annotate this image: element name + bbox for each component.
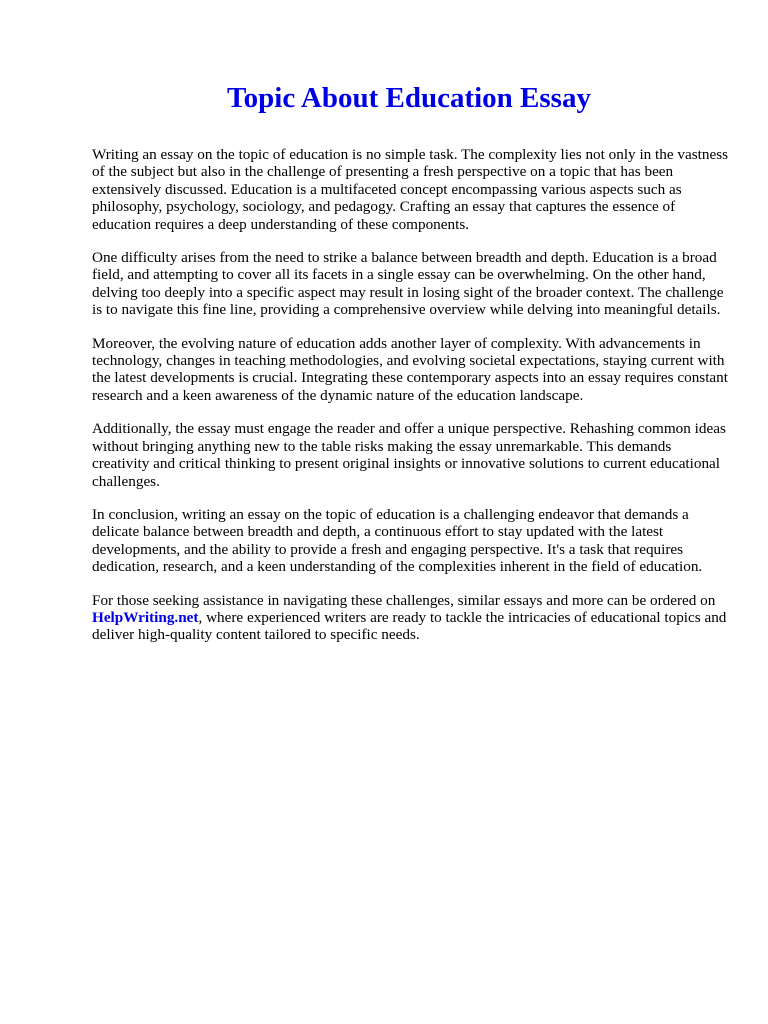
essay-body [92, 146, 732, 660]
paragraph-5: In conclusion, writing an essay on the topic of education is a challenging endeavor that demands a delicate balance between breadth and depth, a continuous effort to stay updated with the latest developments, and the ability to provide a fresh and engaging perspective. It's a task that requires dedication, research, and a keen understanding of the complexities inherent in the field of education. [92, 505, 703, 576]
helpwriting-link[interactable]: HelpWriting.net [92, 608, 199, 626]
paragraph-6 [92, 592, 732, 644]
paragraph-1: Writing an essay on the topic of education is no simple task. The complexity lies not only in the vastness of the subject but also in the challenge of presenting a fresh perspective on a topic that has been extensively discussed. Education is a multifaceted concept encompassing various aspects such as philosophy, psychology, sociology, and pedagogy. Crafting an essay that captures the essence of education requires a deep understanding of these components. [92, 146, 729, 233]
paragraph-4: Additionally, the essay must engage the reader and offer a unique perspective. Rehashing common ideas without bringing anything new to the table risks making the essay unremarkable. This demands creativity and critical thinking to present original insights or innovative solutions to current educational challenges. [92, 420, 726, 490]
paragraph-2: One difficulty arises from the need to strike a balance between breadth and depth. Education is a broad field, and attempting to cover all its facets in a single essay can be overwhelming. On the other hand, delving too deeply into a specific aspect may result in losing sight of the broader context. The challenge is to navigate this fine line, providing a comprehensive overview while delving into meaningful details. [92, 249, 724, 319]
paragraph-6-intro: For those seeking assistance in navigating these challenges, similar essays and more can be ordered on [92, 591, 716, 609]
paragraph-6-outro: , where experienced writers are ready to tackle the intricacies of educational topics and deliver high-quality content tailored to specific needs. [92, 608, 727, 644]
paragraph-3: Moreover, the evolving nature of education adds another layer of complexity. With advancements in technology, changes in teaching methodologies, and evolving societal expectations, staying current with the latest developments is crucial. Integrating these contemporary aspects into an essay requires constant research and a keen awareness of the dynamic nature of the education landscape. [92, 334, 728, 404]
page-title: Topic About Education Essay [227, 82, 591, 114]
